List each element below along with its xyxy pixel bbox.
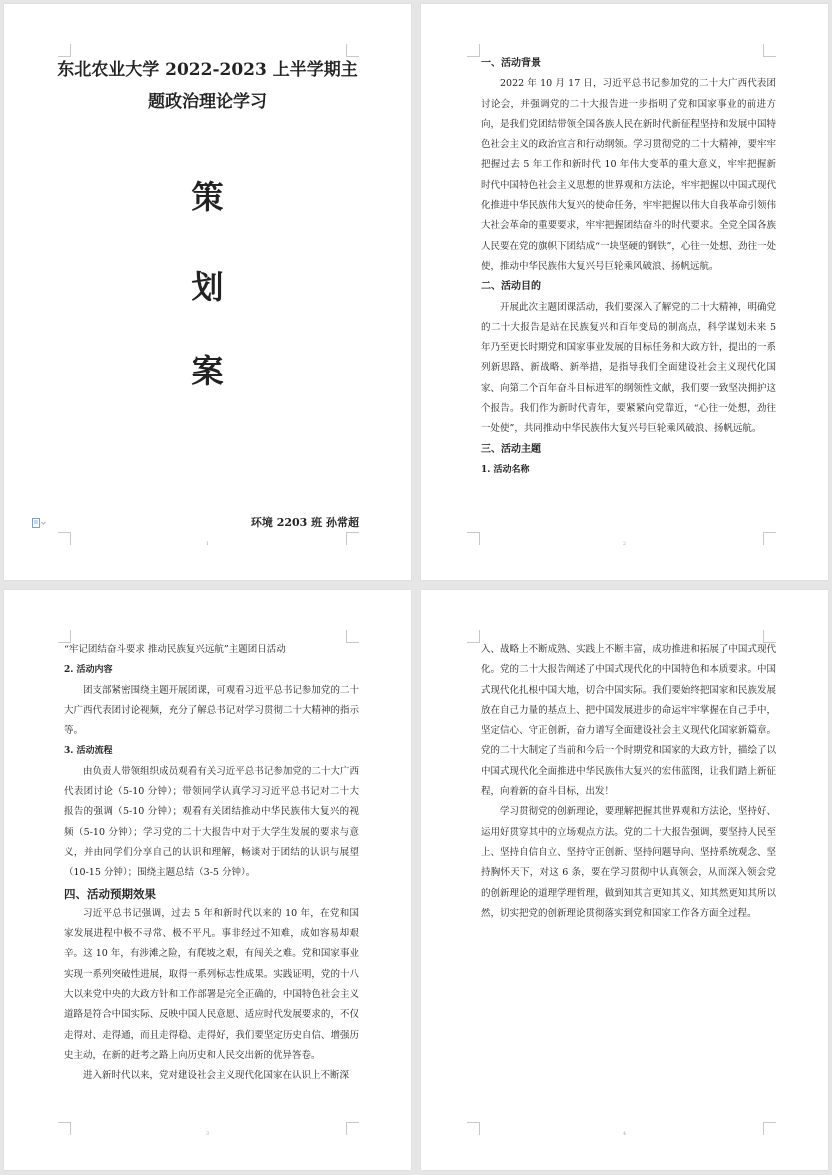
document-icon[interactable] (32, 518, 46, 528)
crop-mark (467, 44, 480, 57)
document-page-1 (4, 4, 411, 580)
cover-title-line-2: 题政治理论学习 (148, 92, 267, 112)
page-2-body (481, 54, 776, 480)
page-number: 3 (205, 1131, 210, 1137)
cover-char-1: 策 (191, 178, 224, 216)
heading-activity-name: 1. 活动名称 (481, 464, 530, 475)
paragraph-flow: 由负责人带领组织成员观看有关习近平总书记参加党的二十大广西代表团讨论（5-10 分钟）；带领同学认真学习习近平总书记对二十大报告的强调（5-10 分钟）；观看有关团结推动中华民族伟大复兴的视频（5-10 分钟）；学习党的二十大报告中对于大学生发展的要求与意义，并由同学们分享自己的认识和理解，畅谈对于团结的认识与展望（10-15 分钟）；围绕主题总结（3-5 分钟）。 (64, 765, 359, 879)
heading-content: 2. 活动内容 (64, 665, 113, 676)
page-number: 1 (205, 541, 210, 547)
cover-char-2: 划 (191, 268, 224, 306)
document-page-2 (421, 4, 828, 580)
heading-purpose: 二、活动目的 (481, 281, 541, 293)
paragraph-theory: 学习贯彻党的创新理论，要理解把握其世界观和方法论，坚持好、运用好贯穿其中的立场观点方法。党的二十大报告强调，要坚持人民至上、坚持自信自立、坚持守正创新、坚持问题导向、坚持系统观念、坚持胸怀天下，对这 6 条，要在学习贯彻中认真领会，从而深入领会党的创新理论的道理学理哲理，做到知其言更知其义、知其然更知其所以然，切实把党的创新理论贯彻落实到党和国家工作各方面全过程。 (481, 806, 776, 919)
cover-char-3: 案 (191, 352, 224, 390)
heading-background: 一、活动背景 (481, 58, 541, 69)
page-number: 2 (622, 541, 627, 547)
document-page-3 (4, 590, 411, 1170)
heading-effect: 四、活动预期效果 (64, 886, 156, 901)
document-page-4 (421, 590, 828, 1170)
page-3-body (64, 640, 359, 1087)
paragraph-continued: 入、战略上不断成熟、实践上不断丰富，成功推进和拓展了中国式现代化。党的二十大报告阐述了中国式现代化的中国特色和本质要求。中国式现代化扎根中国大地，切合中国实际。我们要始终把国家和民族发展放在自己力量的基点上、把中国发展进步的命运牢牢掌握在自己手中，坚定信心、守正创新，奋力谱写全面建设社会主义现代化国家新篇章。党的二十大制定了当前和今后一个时期党和国家的大政方针，描绘了以中国式现代化全面推进中华民族伟大复兴的宏伟蓝图，让我们踏上新征程，向着新的奋斗目标，出发！ (481, 644, 776, 798)
paragraph-effect-1: 习近平总书记强调，过去 5 年和新时代以来的 10 年，在党和国家发展进程中极不寻常、极不平凡。事非经过不知难，成如容易却艰辛。这 10 年，有涉滩之险，有爬坡之艰，有闯关之难。党和国家事业实现一系列突破性进展，取得一系列标志性成果。实践证明，党的十八大以来党中央的大政方针和工作部署是完全正确的，中国特色社会主义道路是符合中国实际、反映中国人民意愿、适应时代发展要求的，不仅走得对、走得通，而且走得稳、走得好，我们要坚定历史自信、增强历史主动，在新的赶考之路上向历史和人民交出新的优异答卷。 (64, 907, 359, 1061)
paragraph-background: 2022 年 10 月 17 日，习近平总书记参加党的二十大广西代表团讨论会，并强调党的二十大报告进一步指明了党和国家事业的前进方向，是我们党团结带领全国各族人民在新时代新征程坚持和发展中国特色社会主义的政治宣言和行动纲领。学习贯彻党的二十大精神，要牢牢把握过去 5 年工作和新时代 10 年伟大变革的重大意义，牢牢把握新时代中国特色社会主义思想的世界观和方法论，牢牢把握以中国式现代化推进中华民族伟大复兴的使命任务，牢牢把握以伟大自我革命引领伟大社会革命的重要要求，牢牢把握团结奋斗的时代要求。全党全国各族人民要在党的旗帜下团结成“一块坚硬的钢铁”，心往一处想、劲往一处使，推动中华民族伟大复兴号巨轮乘风破浪、扬帆远航。 (481, 78, 776, 272)
activity-name: “牢记团结奋斗要求 推动民族复兴远航”主题团日活动 (64, 644, 286, 655)
heading-flow: 3. 活动流程 (64, 746, 113, 757)
paragraph-content: 团支部紧密围绕主题开展团课，可观看习近平总书记参加党的二十大广西代表团讨论视频，充分了解总书记对学习贯彻二十大精神的指示等。 (64, 684, 359, 737)
paragraph-purpose: 开展此次主题团课活动，我们要深入了解党的二十大精神，明确党的二十大报告是站在民族复兴和百年变局的制高点，科学谋划未来 5 年乃至更长时期党和国家事业发展的目标任务和大政方针，提出的一系列新思路、新战略、新举措，是指导我们全面建设社会主义现代化国家、向第二个百年奋斗目标进军的纲领性文献，我们要一致坚决拥护这个报告。我们作为新时代青年，要紧紧向党靠近，“心往一处想，劲往一处使”，共同推动中华民族伟大复兴号巨轮乘风破浪、扬帆远航。 (481, 301, 776, 435)
cover-title (44, 54, 371, 118)
heading-theme: 三、活动主题 (481, 443, 541, 455)
page-number: 4 (622, 1131, 627, 1137)
cover-title-line-1: 东北农业大学 2022-2023 上半学期主 (57, 60, 358, 80)
author-line: 环境 2203 班 孙常超 (250, 516, 359, 529)
page-4-body (481, 640, 776, 924)
crop-mark (467, 630, 480, 643)
paragraph-effect-2: 进入新时代以来，党对建设社会主义现代化国家在认识上不断深 (83, 1070, 350, 1082)
